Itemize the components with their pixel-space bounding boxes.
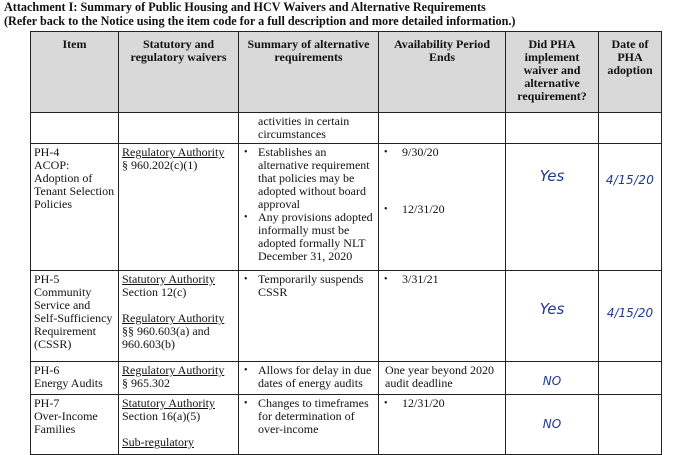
cell-availability: [379, 395, 506, 455]
cell-availability: [379, 113, 506, 144]
summary-bullet: • Allows for delay in due dates of energy audits: [242, 364, 375, 390]
table-row-continued: [31, 113, 662, 144]
waiver-label: Regulatory Authority: [122, 363, 225, 377]
table-row-ph5: [31, 271, 662, 362]
handwritten-answer: Yes: [539, 167, 565, 185]
header-row: [31, 32, 662, 113]
waiver-ref: Section 12(c): [122, 285, 187, 299]
cell-statutory: [119, 144, 239, 271]
attachment-title: Attachment I: Summary of Public Housing and HCV Waivers and Alternative Requirements: [4, 0, 486, 14]
cell-item: [31, 113, 119, 144]
cell-availability: [379, 362, 506, 395]
handwritten-date: 4/15/20: [605, 173, 655, 187]
summary-bullet: • Any provisions adopted informally must be adopted formally NLT December 31, 2020: [242, 211, 375, 263]
cell-adoption-date: [599, 362, 662, 395]
cell-statutory: [119, 271, 239, 362]
cell-implemented: [506, 395, 599, 455]
cell-availability: [379, 144, 506, 271]
header-implemented: Did PHA implement waiver and alternative requirement?: [506, 32, 599, 113]
item-code: PH-5: [34, 272, 60, 286]
header-adoption-date: Date of PHA adoption: [599, 32, 662, 113]
handwritten-answer: NO: [542, 417, 562, 431]
availability-bullet: • 3/31/21: [382, 273, 502, 286]
cell-statutory: [119, 362, 239, 395]
continued-summary-text: activities in certain circumstances: [258, 114, 350, 141]
waiver-ref: § 965.302: [122, 376, 170, 390]
cell-summary: [239, 271, 379, 362]
item-name: Community Service and Self-Sufficiency Requirement (CSSR): [34, 285, 113, 351]
header-statutory: Statutory and regulatory waivers: [119, 32, 239, 113]
cell-statutory: [119, 113, 239, 144]
header-summary: Summary of alternative requirements: [239, 32, 379, 113]
header-availability: Availability Period Ends: [379, 32, 506, 113]
table-row-ph6: [31, 362, 662, 395]
table-row-ph4: [31, 144, 662, 271]
item-name: Energy Audits: [34, 376, 103, 390]
cell-item: [31, 271, 119, 362]
availability-text: One year beyond 2020 audit deadline: [385, 363, 494, 390]
cell-implemented: [506, 362, 599, 395]
item-code: PH-7: [34, 396, 60, 410]
cell-adoption-date: [599, 271, 662, 362]
attachment-subtitle: (Refer back to the Notice using the item code for a full description and more detailed information.): [4, 14, 516, 28]
waiver-label: Sub-regulatory: [122, 435, 194, 449]
waiver-label: Statutory Authority: [122, 396, 215, 410]
item-name: Over-Income Families: [34, 409, 98, 436]
cell-availability: [379, 271, 506, 362]
waiver-label: Regulatory Authority: [122, 145, 225, 159]
waiver-label: Statutory Authority: [122, 272, 215, 286]
item-name: ACOP: Adoption of Tenant Selection Policies: [34, 158, 115, 211]
cell-implemented: [506, 144, 599, 271]
handwritten-answer: NO: [542, 374, 562, 388]
summary-bullet: • Establishes an alternative requirement that policies may be adopted without board approval: [242, 146, 375, 211]
waiver-label: Regulatory Authority: [122, 311, 225, 325]
waivers-table: [30, 31, 662, 455]
summary-bullet: • Temporarily suspends CSSR: [242, 273, 375, 299]
cell-summary: [239, 395, 379, 455]
cell-adoption-date: [599, 113, 662, 144]
cell-adoption-date: [599, 144, 662, 271]
table-row-ph7: [31, 395, 662, 455]
waiver-ref: § 960.202(c)(1): [122, 158, 198, 172]
cell-item: [31, 395, 119, 455]
cell-summary: [239, 144, 379, 271]
cell-summary: [239, 113, 379, 144]
item-code: PH-6: [34, 363, 60, 377]
cell-implemented: [506, 271, 599, 362]
availability-bullet: • 12/31/20: [382, 203, 502, 216]
cell-item: [31, 362, 119, 395]
availability-bullet: • 9/30/20: [382, 146, 502, 159]
handwritten-answer: Yes: [539, 300, 565, 318]
waiver-ref: §§ 960.603(a) and 960.603(b): [122, 324, 210, 351]
waiver-ref: Section 16(a)(5): [122, 409, 201, 423]
item-code: PH-4: [34, 145, 60, 159]
cell-item: [31, 144, 119, 271]
cell-summary: [239, 362, 379, 395]
summary-bullet: • Changes to timeframes for determination of over-income: [242, 397, 375, 436]
availability-bullet: • 12/31/20: [382, 397, 502, 410]
cell-adoption-date: [599, 395, 662, 455]
header-item: Item: [31, 32, 119, 113]
cell-implemented: [506, 113, 599, 144]
cell-statutory: [119, 395, 239, 455]
handwritten-date: 4/15/20: [606, 306, 654, 320]
